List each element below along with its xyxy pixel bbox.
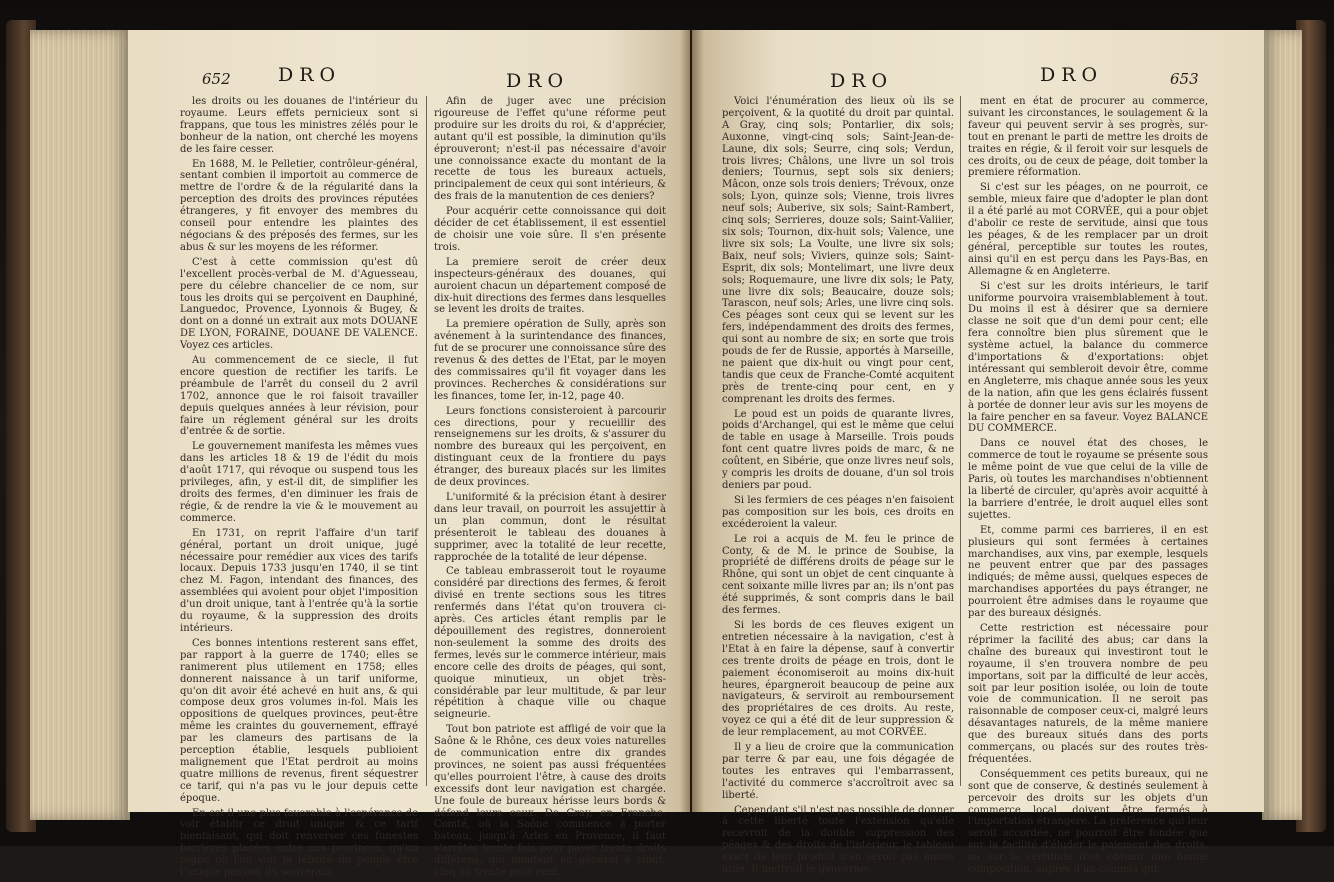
paragraph: Cependant s'il n'est pas possible de donner à cette liberté toute l'extension qu'elle recevroit de la double suppression des péages & des droits de l'intérieur, le tableau exact de leur produit n'en seroit pas moins utile. Il mettroit le gouverne- [722, 804, 954, 876]
left-header-left: DRO [278, 64, 342, 86]
left-column-1 [180, 96, 418, 882]
paragraph: En 1731, on reprit l'affaire d'un tarif général, portant un droit unique, jugé nécessaire pour remédier aux vices des tarifs locaux. Depuis 1733 jusqu'en 1740, il se tint chez M. Fagon, intendant des finances, des assemblées qui avoient pour objet l'imposition d'un droit unique, tant à l'entrée qu'à la sortie du royaume, & la suppression des droits intérieurs. [180, 527, 418, 634]
paragraph: ment en état de procurer au commerce, suivant les circonstances, le soulagement & la faveur qui peuvent servir à ses progrès, sur-tout en prenant le parti de mettre les droits de traites en régie, & il feroit voir sur lesquels de ces droits, ou de ceux de péage, doit tomber la premiere réformation. [968, 96, 1208, 179]
paragraph: Ces bonnes intentions resterent sans effet, par rapport à la guerre de 1740; elles se ranimerent plus utilement en 1758; elles donnerent naissance à un tarif uniforme, qu'on dit avoir été achevé en huit ans, & qui compose deux gros volumes in-fol. Mais les oppositions de quelques provinces, peut-être même les craintes du gouvernement, effrayé par les clameurs des partisans de la perception établie, lesquels publioient malignement que l'Etat perdroit au moins quatre millions de revenus, firent séquestrer ce tarif, qui n'a pas vu le jour depuis cette époque. [180, 637, 418, 804]
paragraph: Pour acquérir cette connoissance qui doit décider de cet établissement, il est essentiel de choisir une voie sûre. Il s'en présente trois. [434, 206, 666, 253]
right-page-number: 653 [1170, 70, 1199, 88]
left-column-2 [434, 96, 666, 882]
paragraph: Au commencement de ce siecle, il fut encore question de rectifier les tarifs. Le préambule de l'arrêt du conseil du 2 avril 1702, annonce que le roi faisoit travailler depuis quelques années à leur révision, pour faire un réglement général sur les droits d'entrée & de sortie. [180, 355, 418, 438]
right-page-edges [1262, 30, 1302, 820]
right-header-left: DRO [830, 70, 894, 92]
paragraph: C'est à cette commission qu'est dû l'excellent procès-verbal de M. d'Aguesseau, pere du célebre chancelier de ce nom, sur tous les droits qui se perçoivent en Dauphiné, Languedoc, Provence, Lyonnois & Bugey, & dont on a donné un extrait aux mots DOUANE DE LYON, FORAINE, DOUANE DE VALENCE. Voyez ces articles. [180, 256, 418, 352]
paragraph: Si c'est sur les péages, on ne pourroit, ce semble, mieux faire que d'adopter le plan dont il a été parlé au mot CORVÉE, qui a pour objet d'abolir ce reste de servitude, ainsi que tous les péages, & de les remplacer par un droit général, perceptible sur toutes les routes, ainsi qu'il en est perçu dans les Pays-Bas, en Allemagne & en Angleterre. [968, 182, 1208, 277]
left-page [128, 30, 690, 879]
right-column-2 [968, 96, 1208, 879]
paragraph: La premiere opération de Sully, après son avénement à la surintendance des finances, fut de se procurer une connoissance sûre des revenus & des dettes de l'Etat, par le moyen des commissaires qu'il fit voyager dans les provinces. Recherches & considérations sur les finances, tome Ier, in-12, page 40. [434, 319, 666, 402]
column-divider [960, 96, 961, 786]
left-page-edges [30, 30, 130, 820]
left-header-right: DRO [506, 70, 570, 92]
paragraph: Si c'est sur les droits intérieurs, le tarif uniforme pourvoira vraisemblablement à tout. Du moins il est à désirer que sa derniere classe ne soit que d'un demi pour cent; elle fera connoître bien plus sûrement que le système actuel, la balance du commerce d'importations & d'exportations: objet intéressant qui sembleroit devoir être, comme en Angleterre, mis chaque année sous les yeux de la nation, afin que les gens éclairés fussent à portée de donner leur avis sur les moyens de la faire pencher en sa faveur. Voyez BALANCE DU COMMERCE. [968, 280, 1208, 435]
right-page [692, 30, 1264, 876]
paragraph: La premiere seroit de créer deux inspecteurs-généraux des douanes, qui auroient chacun un département composé de dix-huit directions des fermes dans lesquelles se levent les droits de traites. [434, 256, 666, 316]
paragraph: Il y a lieu de croire que la communication par terre & par eau, une fois dégagée de toutes les entraves qui l'embarrassent, l'activité du commerce s'accroîtroit avec sa liberté. [722, 742, 954, 801]
paragraph: Conséquemment ces petits bureaux, qui ne sont que de conserve, & destinés seulement à percevoir des droits sur les objets d'un commerce local, doivent être fermés à l'importation étrangere. La préférence qui leur seroit accordée, ne pourroit être fondée que sur la facilité d'éluder le paiement des droits, ou sur la certitude d'en obtenir une bonne composition, auprès d'un commis qui, [968, 768, 1208, 876]
paragraph: les droits ou les douanes de l'intérieur du royaume. Leurs effets pernicieux sont si frappans, que tous les ministres zélés pour le bonheur de la nation, ont cherché les moyens de les faire cesser. [180, 96, 418, 155]
paragraph: Et, comme parmi ces barrieres, il en est plusieurs qui sont fermées à certaines marchandises, aux vins, par exemple, lesquels ne peuvent entrer que par des passages indiqués; de même aussi, quelques especes de marchandises apportées du pays étranger, ne pourroient être admises dans le royaume que par des bureaux désignés. [968, 524, 1208, 620]
paragraph: En 1688, M. le Pelletier, contrôleur-général, sentant combien il importoit au commerce de mettre de l'ordre & de la régularité dans la perception des droits des provinces réputées étrangeres, y fit envoyer des membres du conseil pour entendre les plaintes des négocians & des préposés des fermes, sur les abus & sur les moyens de les réformer. [180, 158, 418, 253]
paragraph: Le roi a acquis de M. feu le prince de Conty, & de M. le prince de Soubise, la propriété de différens droits de péage sur le Rhône, qui sont un objet de cent cinquante à cent soixante mille livres par an; ils n'ont pas été supprimés, & sont compris dans le bail des fermes. [722, 533, 954, 617]
right-header-right: DRO [1040, 64, 1104, 86]
paragraph: Tout bon patriote est affligé de voir que la Saône & le Rhône, ces deux voies naturelles de communication entre dix grandes provinces, ne soient pas aussi fréquentées qu'elles pourroient l'être, à cause des droits excessifs dont leur navigation est chargée. Une foule de bureaux hérisse leurs bords & défend leurs eaux. De Gray, en Franche-Comté, où la Saône commence à porter bateau, jusqu'à Arles en Provence, il faut s'arrêter trente fois pour payer trente droits différens, qui montent en général à vingt-cinq ou trente pour cent. [434, 724, 666, 879]
left-page-number: 652 [202, 70, 231, 88]
column-divider [426, 96, 427, 786]
paragraph: Si les fermiers de ces péages n'en faisoient pas composition sur les bois, ces droits en excéderoient la valeur. [722, 494, 954, 530]
paragraph: Le gouvernement manifesta les mêmes vues dans les articles 18 & 19 de l'édit du mois d'août 1717, qui révoque ou suspend tous les privileges, afin, y est-il dit, de simplifier les droits des fermes, d'en diminuer les frais de régie, & de rendre la vie & le mouvement au commerce. [180, 441, 418, 524]
paragraph: Voici l'énumération des lieux où ils se perçoivent, & la quotité du droit par quintal. A Gray, cinq sols; Pontarlier, dix sols; Auxonne, vingt-cinq sols; Saint-Jean-de-Laune, dix sols; Seurre, cinq sols; Verdun, trois livres; Châlons, une livre un sol trois deniers; Tournus, sept sols six deniers; Mâcon, onze sols trois deniers; Trévoux, onze sols; Lyon, quinze sols; Vienne, trois livres neuf sols; Auberive, six sols; Saint-Rambert, cinq sols; Serrieres, douze sols; Saint-Valiier, six sols; Tournon, dix-huit sols; Valence, une livre six sols; La Voulte, une livre six sols; Baix, neuf sols; Viviers, quinze sols; Saint-Esprit, dix sols; Montelimart, une livre deux sols; Roquemaure, une livre dix sols; le Paty, une livre dix sols; Beaucaire, douze sols; Tarascon, neuf sols; Arles, une livre cinq sols. Ces péages sont ceux qui se levent sur les fers, indépendamment des droits des fermes, qui sont au nombre de six; en sorte que trois pouds de fer de Russie, apportés à Marseille, ne paient que dix-huit ou vingt pour cent, tandis que ceux de Franche-Comté acquitent près de trente-cinq pour cent, en y comprenant les droits des fermes. [722, 96, 954, 405]
paragraph: L'uniformité & la précision étant à desirer dans leur travail, on pourroit les assujettir à un plan commun, dont le résultat présenteroit le tableau des douanes à supprimer, avec la totalité de leur recette, rapprochée de la totalité de leur dépense. [434, 492, 666, 563]
right-column-1 [722, 96, 954, 879]
paragraph: Afin de juger avec une précision rigoureuse de l'effet qu'une réforme peut produire sur les droits du roi, & d'apprécier, autant qu'il est possible, la diminution qu'ils éprouveront; n'est-il pas nécessaire d'avoir une connoissance exacte du montant de la recette de tous les bureaux actuels, principalement de ceux qui sont intérieurs, & des frais de la manutention de ces deniers? [434, 96, 666, 203]
paragraph: Ce tableau embrasseroit tout le royaume considéré par directions des fermes, & feroit divisé en trente sections sous les titres renfermés dans l'état qu'on trouvera ci-après. Ces articles étant remplis par le dépouillement des registres, donneroient non-seulement la somme des droits des fermes, levés sur le commerce intérieur, mais encore celle des droits de péages, qui sont, quoique minutieux, un objet très-considérable par leur multitude, & par leur répétition à chaque ville ou chaque seigneurie. [434, 566, 666, 721]
paragraph: Cette restriction est nécessaire pour réprimer la facilité des abus; car dans la chaîne des bureaux qui investiront tout le royaume, il s'en trouvera nombre de peu importans, soit par la difficulté de leur accès, soit par leur position isolée, ou loin de toute voie de communication. Il ne seroit pas raisonnable de composer ceux-ci, malgré leurs désavantages naturels, de la même maniere que des bureaux situés dans des ports commerçans, ou placés sur des routes très-fréquentées. [968, 622, 1208, 765]
paragraph: Si les bords de ces fleuves exigent un entretien nécessaire à la navigation, c'est à l'Etat à en faire la dépense, sauf à convertir ces trente droits de péage en trois, dont le paiement économiseroit au moins dix-huit heures, épargneroit beaucoup de peine aux navigateurs, & serviroit au remboursement des propriétaires de ces droits. Au reste, voyez ce qui a été dit de leur suppression & de leur remplacement, au mot CORVÉE. [722, 619, 954, 739]
paragraph: Le poud est un poids de quarante livres, poids d'Archangel, qui est le même que celui de table en usage à Marseille. Trois pouds font cent quatre livres poids de marc, & ne coûtent, en Sibérie, que onze livres neuf sols, y compris les droits de douane, d'un sol trois deniers par poud. [722, 408, 954, 491]
paragraph: Leurs fonctions consisteroient à parcourir ces directions, pour y recueillir des renseignemens sur les droits, & s'assurer du nombre des bureaux qui les perçoivent, en distinguant ceux de la frontiere du pays étranger, des bureaux placés sur les limites de deux provinces. [434, 405, 666, 489]
paragraph: En est-il une plus favorable à l'espérance de voir établir ce droit unique & ce tarif bienfaisant, qui doit renverser ces funestes barrieres placées entre nos provinces, qu'un regne où l'on voit la félicité du peuple être l'unique passion du souverain. [180, 807, 418, 879]
paragraph: Dans ce nouvel état des choses, le commerce de tout le royaume se présente sous le même point de vue que celui de la ville de Paris, où toutes les marchandises n'obtiennent la liberté de circuler, qu'après avoir acquitté à la barriere d'entrée, le droit auquel elles sont sujettes. [968, 438, 1208, 521]
book-gutter [680, 30, 704, 812]
